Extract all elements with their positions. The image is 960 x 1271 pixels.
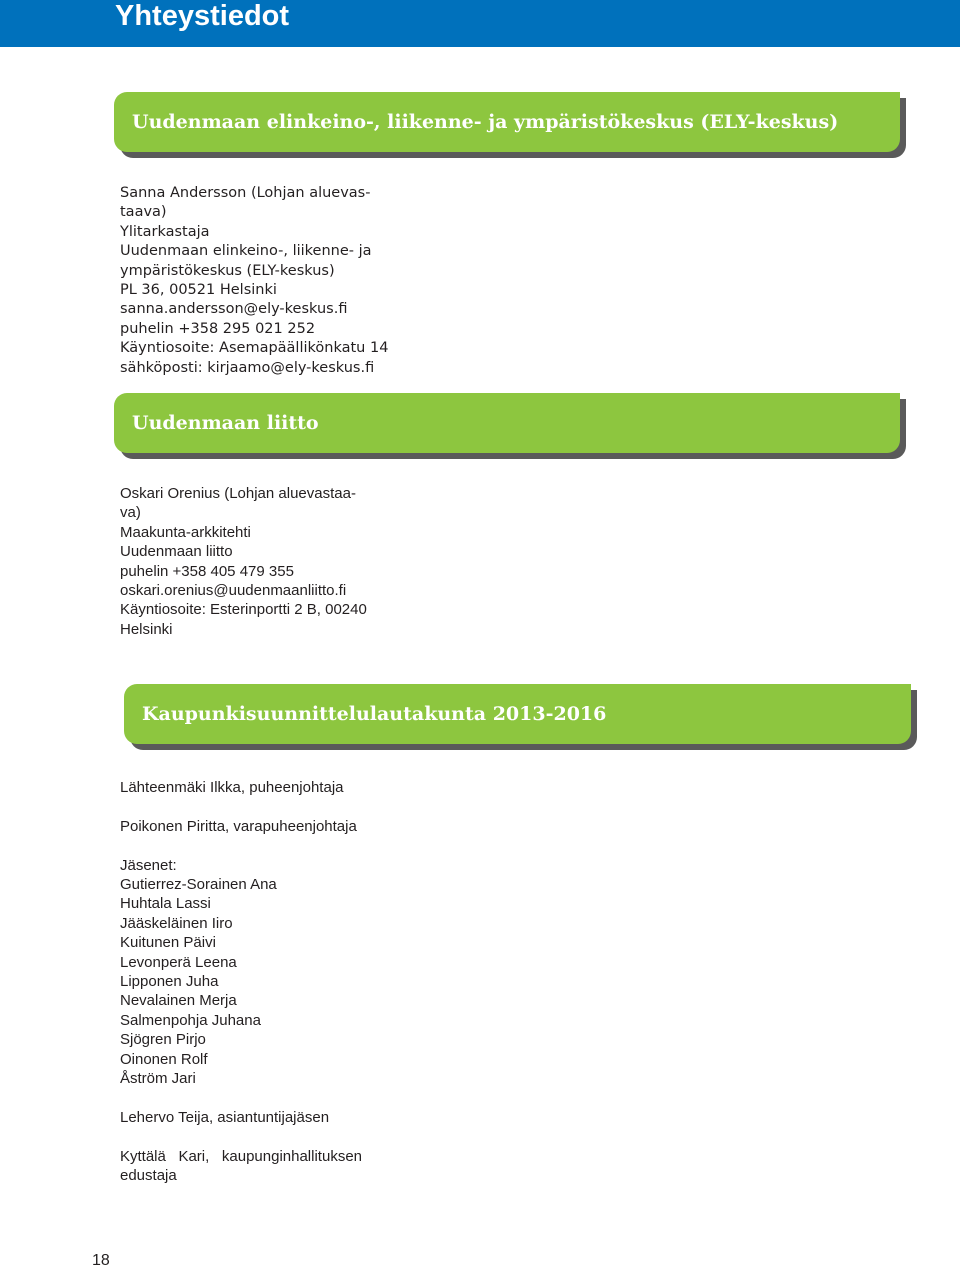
section-heading-lautakunta: Kaupunkisuunnittelulautakunta 2013-2016 [142,703,607,725]
member-item: Levonperä Leena [120,953,237,971]
contact-line: Sanna Andersson (Lohjan aluevas- [120,185,371,201]
contact-line: Uudenmaan elinkeino-, liikenne- ja [120,243,372,260]
contact-address: Käyntiosoite: Esterinportti 2 B, 00240 [120,601,367,619]
page-number: 18 [92,1252,110,1269]
page-title: Yhteystiedot [115,0,290,32]
member-item: Jääskeläinen Iiro [120,914,233,932]
committee-block [120,778,370,1185]
member-item: Oinonen Rolf [120,1050,208,1068]
section-banner-ely [114,92,900,152]
section-heading-liitto: Uudenmaan liitto [132,412,319,434]
contact-email: oskari.orenius@uudenmaanliitto.fi [120,582,347,600]
contact-line: ympäristökeskus (ELY-keskus) [120,262,335,279]
contact-line: PL 36, 00521 Helsinki [120,282,277,299]
members-label: Jäsenet: [120,856,177,874]
contact-phone: puhelin +358 405 479 355 [120,562,294,580]
contact-block-liitto [120,484,370,639]
contact-line: Uudenmaan liitto [120,543,233,561]
contact-line: Ylitarkastaja [120,223,210,240]
section-heading-ely: Uudenmaan elinkeino-, liikenne- ja ympäristökeskus (ELY-keskus) [132,111,839,133]
member-item: Nevalainen Merja [120,992,237,1010]
contact-line: Maakunta-arkkitehti [120,523,251,541]
contact-address: Käyntiosoite: Asemapäällikönkatu 14 [120,340,389,357]
member-item: Gutierrez-Sorainen Ana [120,876,277,893]
section-banner-liitto [114,393,900,453]
member-item: Kuitunen Päivi [120,934,216,952]
contact-email: sähköposti: kirjaamo@ely-keskus.fi [120,359,375,376]
committee-representative: Kyttälä Kari, kaupunginhallituksen edustaja [120,1147,362,1185]
contact-line: va) [120,504,141,522]
section-banner-lautakunta [124,684,911,744]
contact-phone: puhelin +358 295 021 252 [120,320,316,337]
contact-block-ely [120,184,389,378]
member-item: Lipponen Juha [120,973,219,991]
contact-line: Oskari Orenius (Lohjan aluevastaa- [120,485,356,502]
member-item: Huhtala Lassi [120,895,211,913]
committee-expert: Lehervo Teija, asiantuntijajäsen [120,1108,330,1126]
committee-chair: Lähteenmäki Ilkka, puheenjohtaja [120,779,344,796]
member-item: Sjögren Pirjo [120,1031,206,1049]
member-item: Åström Jari [120,1070,196,1088]
contact-email: sanna.andersson@ely-keskus.fi [120,301,348,318]
contact-line: Helsinki [120,620,173,638]
contact-line: taava) [120,204,167,221]
header-bar [0,0,960,47]
committee-vice-chair: Poikonen Piritta, varapuheenjohtaja [120,817,357,835]
member-item: Salmenpohja Juhana [120,1011,261,1029]
